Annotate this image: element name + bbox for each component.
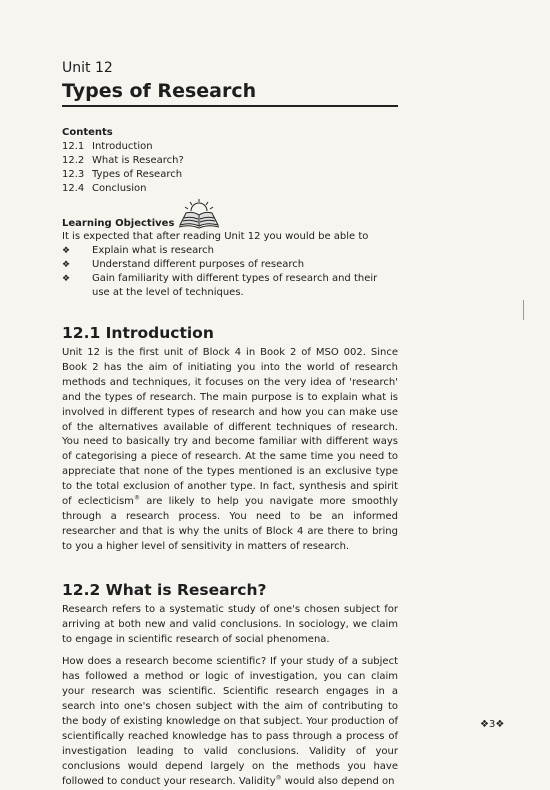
section-heading-what-is-research: 12.2 What is Research? — [62, 580, 267, 599]
registered-mark: ® — [133, 494, 140, 502]
toc-title: What is Research? — [92, 155, 184, 166]
list-item — [62, 258, 398, 272]
diamond-bullet-icon: ❖ — [62, 246, 71, 256]
objective-text: Explain what is research — [92, 245, 214, 256]
objectives-header — [62, 198, 398, 230]
paragraph-text: How does a research become scientific? If your study of a subject has followed a method or logic of investigation, you can claim your research was scientific. Scientific research engages in a search into one's chosen subject with the aim of contributing to the body of existing knowledge on that subject. Your production of scientifically reached knowledge has to pass through a process of investigation leading to valid conclusions. Validity of your conclusions would depend largely on the methods you have followed to conduct your research. Validity — [62, 656, 398, 787]
table-of-contents — [62, 140, 398, 196]
toc-num: 12.1 — [62, 141, 85, 152]
toc-item — [62, 154, 398, 168]
toc-num: 12.4 — [62, 183, 85, 194]
contents-heading: Contents — [62, 127, 113, 138]
paragraph-text: would also depend on — [281, 775, 395, 787]
toc-item — [62, 168, 398, 182]
objectives-list — [62, 244, 398, 300]
unit-title: Types of Research — [62, 80, 398, 107]
page-content — [62, 60, 398, 790]
objectives-intro: It is expected that after reading Unit 12 you would be able to — [62, 231, 369, 242]
open-book-sunrise-icon — [177, 198, 221, 230]
paragraph — [62, 346, 398, 555]
unit-label: Unit 12 — [62, 60, 113, 76]
registered-mark: ® — [275, 774, 282, 782]
toc-title: Introduction — [92, 141, 153, 152]
section-heading-introduction: 12.1 Introduction — [62, 324, 214, 342]
toc-title: Types of Research — [92, 169, 183, 180]
list-item — [62, 244, 398, 258]
list-item — [62, 272, 398, 300]
toc-num: 12.3 — [62, 169, 85, 180]
paragraph — [62, 603, 398, 648]
objective-text: Understand different purposes of research — [92, 259, 305, 270]
objective-text: Gain familiarity with different types of research and their use at the level of techniques. — [92, 273, 378, 298]
margin-mark — [523, 300, 524, 320]
paragraph-text: are likely to help you navigate more smoothly through a research process. You need to be an informed researcher and that is why the units of Block 4 are there to bring to you a higher level of sensitivity in matters of research. — [62, 496, 398, 552]
diamond-bullet-icon: ❖ — [62, 260, 71, 270]
paragraph-text: Research refers to a systematic study of one's chosen subject for arriving at both new and valid conclusions. In sociology, we claim to engage in scientific research of social phenomena. — [62, 603, 398, 645]
toc-item — [62, 140, 398, 154]
page-number: ❖3❖ — [480, 719, 505, 730]
toc-item — [62, 182, 398, 196]
toc-num: 12.2 — [62, 155, 85, 166]
diamond-bullet-icon: ❖ — [62, 274, 71, 284]
objectives-heading: Learning Objectives — [62, 218, 175, 229]
paragraph — [62, 655, 398, 789]
paragraph-text: Unit 12 is the first unit of Block 4 in Book 2 of MSO 002. Since Book 2 has the aim of initiating you into the world of research methods and techniques, it focuses on the very idea of 'research' and the types of research. The main purpose is to explain what is involved in different types of research and how you can make use of the alternatives available of different techniques of research. You need to basically try and become familiar with different ways of categorising a piece of research. At the same time you need to appreciate that none of the types mentioned is an exclusive type to the total exclusion of another type. In fact, synthesis and spirit of eclecticism — [62, 347, 398, 508]
toc-title: Conclusion — [92, 183, 147, 194]
